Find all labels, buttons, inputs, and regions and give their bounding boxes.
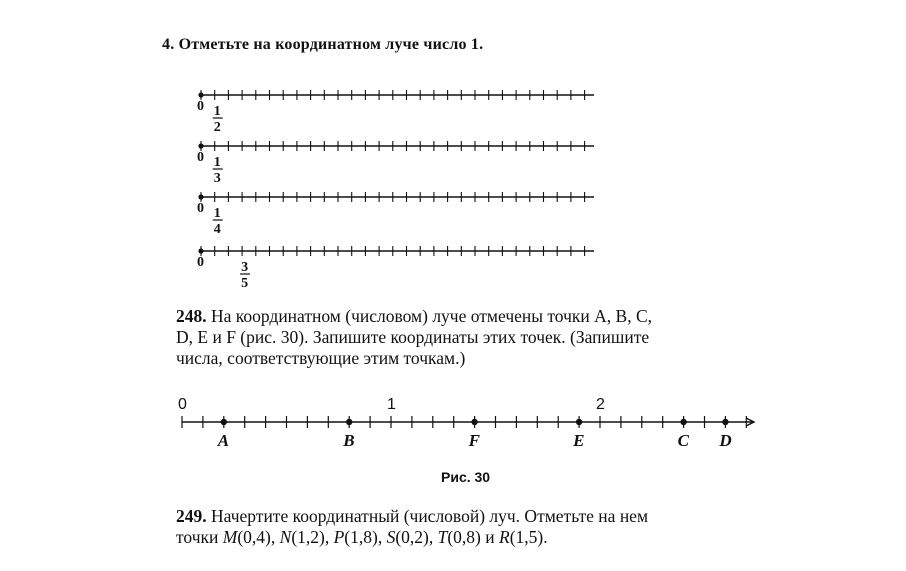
fig30-axis-label-2: 2 (596, 396, 605, 413)
point-name-M: M (222, 527, 238, 547)
ex249-text1: Начертите координатный (числовой) луч. Отметьте на нем (211, 506, 649, 526)
point-F (471, 419, 477, 425)
task4-rays-figure (190, 80, 600, 300)
point-name-R: R (499, 527, 510, 547)
point-coord-T: (0,8) (447, 527, 481, 547)
ray-3 (197, 192, 594, 237)
fraction-numerator: 1 (213, 206, 221, 221)
fig30-axis-label-0: 0 (178, 396, 187, 413)
point-name-N: N (279, 527, 292, 547)
point-B (346, 419, 352, 425)
ex249-line2: точки M(0,4), N(1,2), P(1,8), S(0,2), T(0,8) и R(1,5). (176, 527, 548, 547)
point-coord-N: (1,2) (291, 527, 325, 547)
fraction-numerator: 3 (241, 260, 249, 275)
and-word: и (485, 527, 495, 547)
fig30-axis-label-1: 1 (387, 396, 396, 413)
point-name-S: S (386, 527, 396, 547)
exercise-248 (176, 306, 756, 369)
ray-4 (197, 246, 594, 291)
ex249-prefix: точки (176, 527, 219, 547)
ray-origin-point (198, 248, 203, 253)
fraction-denominator: 4 (213, 222, 221, 237)
point-name-P: P (333, 527, 345, 547)
ray-zero-label: 0 (197, 255, 204, 270)
ray-origin-point (198, 92, 203, 97)
point-coord-P: (1,8) (344, 527, 378, 547)
point-name-T: T (437, 527, 448, 547)
task4-title: 4. Отметьте на координатном луче число 1. (162, 36, 484, 53)
ex249-number: 249. (176, 506, 207, 526)
ray-origin-point (198, 143, 203, 148)
exercise-249 (176, 506, 756, 548)
figure-30-number-ray (170, 392, 770, 456)
point-coord-M: (0,4) (237, 527, 271, 547)
fraction-numerator: 1 (213, 155, 221, 170)
point-D (722, 419, 728, 425)
point-label-E: E (573, 431, 585, 450)
fraction-numerator: 1 (213, 104, 221, 119)
fraction-denominator: 2 (213, 120, 221, 135)
point-coord-S: (0,2) (395, 527, 429, 547)
point-label-B: B (343, 431, 355, 450)
ex248-line2: D, E и F (рис. 30). Запишите координаты этих точек. (Запишите (176, 327, 650, 347)
point-C (680, 419, 686, 425)
ex249-line1 (176, 506, 756, 527)
ray-zero-label: 0 (197, 99, 204, 114)
fraction-denominator: 5 (241, 276, 249, 291)
fraction-denominator: 3 (213, 171, 221, 186)
point-A (221, 419, 227, 425)
point-E (576, 419, 582, 425)
ray-zero-label: 0 (197, 201, 204, 216)
point-label-A: A (217, 431, 230, 450)
ex248-number: 248. (176, 306, 207, 326)
point-label-F: F (468, 431, 480, 450)
ex248-line1 (176, 306, 756, 327)
figure-30-caption: Рис. 30 (441, 469, 491, 485)
point-label-D: D (719, 431, 732, 450)
ray-1 (197, 90, 594, 135)
ex248-text1: На координатном (числовом) луче отмечены точки A, B, C, (211, 306, 653, 326)
ray-origin-point (198, 194, 203, 199)
point-coord-R: (1,5) (509, 527, 544, 547)
ex248-line3: числа, соответствующие этим точкам.) (176, 348, 466, 368)
point-label-C: C (677, 431, 689, 450)
ray-zero-label: 0 (197, 150, 204, 165)
ray-2 (197, 141, 594, 186)
